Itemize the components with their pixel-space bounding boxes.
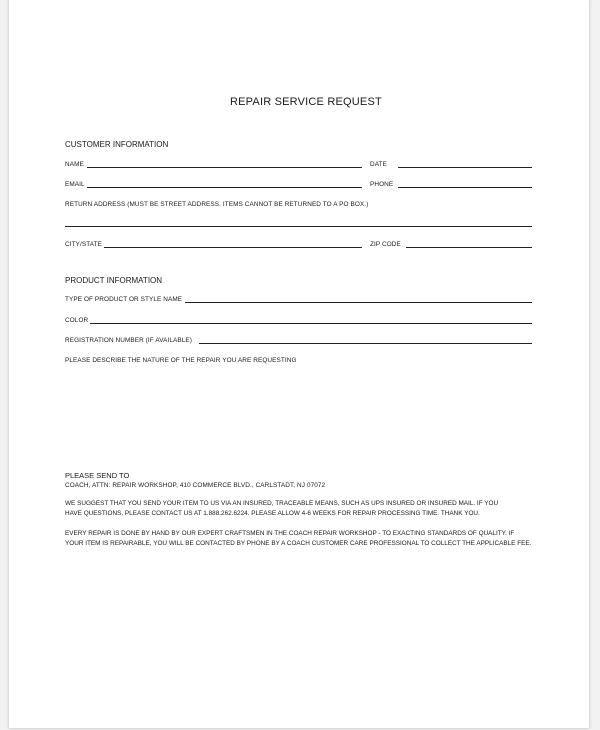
name-label: NAME xyxy=(65,161,84,168)
send-to-address: COACH, ATTN: REPAIR WORKSHOP, 410 COMMERCE BLVD., CARLSTADT, NJ 07072 xyxy=(65,482,326,489)
document-page xyxy=(9,0,589,728)
zip-code-field[interactable] xyxy=(406,247,532,248)
product-section-heading: PRODUCT INFORMATION xyxy=(65,276,163,285)
product-type-label: TYPE OF PRODUCT OR STYLE NAME xyxy=(65,296,183,303)
shipping-note-line-1: WE SUGGEST THAT YOU SEND YOUR ITEM TO US VIA AN INSURED, TRACEABLE MEANS, SUCH AS UPS INSURED OR INSURED MAIL. IF YOU xyxy=(65,500,499,507)
city-state-field[interactable] xyxy=(104,247,362,248)
email-field[interactable] xyxy=(87,187,362,188)
phone-label: PHONE xyxy=(370,181,394,188)
color-field[interactable] xyxy=(90,323,532,324)
customer-section-heading: CUSTOMER INFORMATION xyxy=(65,140,169,149)
date-field[interactable] xyxy=(398,167,532,168)
return-address-field[interactable] xyxy=(65,226,532,227)
craftsmanship-note-line-2: YOUR ITEM IS REPAIRABLE, YOU WILL BE CONTACTED BY PHONE BY A COACH CUSTOMER CARE PROFESSIONAL TO COLLECT THE APPLICABLE FEE. xyxy=(65,540,532,547)
repair-description-area[interactable] xyxy=(65,370,532,460)
registration-number-label: REGISTRATION NUMBER (IF AVAILABLE) xyxy=(65,337,192,344)
color-label: COLOR xyxy=(65,317,89,324)
date-label: DATE xyxy=(370,161,387,168)
phone-field[interactable] xyxy=(398,187,532,188)
zip-code-label: ZIP CODE xyxy=(370,241,401,248)
city-state-label: CITY/STATE xyxy=(65,241,102,248)
shipping-note-line-2: HAVE QUESTIONS, PLEASE CONTACT US AT 1.888.262.6224. PLEASE ALLOW 4-6 WEEKS FOR REPAIR PROCESSING TIME. THANK YOU. xyxy=(65,510,480,517)
name-field[interactable] xyxy=(87,167,362,168)
craftsmanship-note-line-1: EVERY REPAIR IS DONE BY HAND BY OUR EXPERT CRAFTSMEN IN THE COACH REPAIR WORKSHOP - TO EXACTING STANDARDS OF QUALITY. IF xyxy=(65,530,515,537)
return-address-label: RETURN ADDRESS (MUST BE STREET ADDRESS. ITEMS CANNOT BE RETURNED TO A PO BOX.) xyxy=(65,201,369,208)
email-label: EMAIL xyxy=(65,181,85,188)
repair-description-label: PLEASE DESCRIBE THE NATURE OF THE REPAIR YOU ARE REQUESTING xyxy=(65,357,297,364)
page-title: REPAIR SERVICE REQUEST xyxy=(230,96,382,108)
product-type-field[interactable] xyxy=(185,302,532,303)
registration-number-field[interactable] xyxy=(199,343,532,344)
send-to-heading: PLEASE SEND TO xyxy=(65,471,130,480)
